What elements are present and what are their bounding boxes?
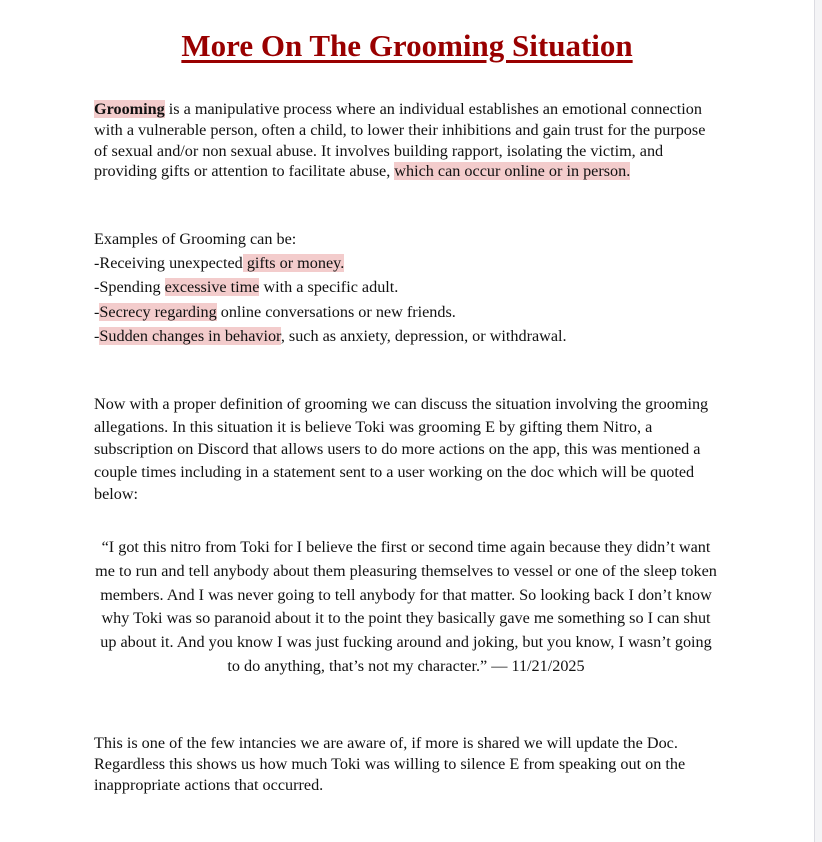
discussion-paragraph: Now with a proper definition of grooming we can discuss the situation involving the grooming allegations. In this situation it is believe Toki was grooming E by gifting them Nitro, a subscription on Discord that allows users to do more actions on the app, this was mentioned a couple times including in a statement sent to a user working on the doc which will be quoted below: [94,395,709,504]
intro-highlight: which can occur online or in person. [394,162,631,181]
list-item-highlight: gifts or money. [242,254,345,273]
list-item-highlight: excessive time [164,278,260,297]
list-item-text: - [94,302,100,321]
list-item [94,300,720,324]
list-item-text: - [94,326,100,345]
grooming-term: Grooming [94,100,165,118]
list-item [94,275,720,299]
list-item [94,251,720,275]
list-item [94,324,720,348]
intro-paragraph [94,99,720,182]
closing-paragraph: This is one of the few intancies we are aware of, if more is shared we will update the Doc. Regardless this shows us how much Toki was willing to silence E from speaking out on the inappropriate actions that occurred. [94,734,686,794]
list-item-highlight: Secrecy regarding [99,302,217,321]
list-item-highlight: Sudden changes in behavior [99,326,281,345]
examples-heading: Examples of Grooming can be: [94,230,297,248]
page-edge-scrollbar[interactable] [814,0,822,842]
list-item-text: online conversations or new friends. [216,302,456,321]
intro-text: is a manipulative process where an individual establishes an emotional connection with a vulnerable person, often a child, to lower their inhibitions and gain trust for the purpose of sexual and/or non sexual abuse. It involves building rapport, isolating the victim, and providing gifts or attention to facilitate abuse, [94,100,706,181]
list-item-text: -Receiving unexpected [94,254,243,273]
examples-list [94,227,720,348]
quoted-statement: “I got this nitro from Toki for I believe the first or second time again because they didn’t want me to run and tell anybody about them pleasuring themselves to vessel or one of the sleep token members. And I was never going to tell anybody for that matter. So looking back I don’t know why Toki was so paranoid about it to the point they basically gave me something so I can shut up about it. And you know I was just fucking around and joking, but you know, I wasn’t going to do anything, that’s not my character.” — 11/21/2025 [95,538,717,675]
list-item-text: -Spending [94,278,165,297]
page-title: More On The Grooming Situation [181,28,633,63]
list-item-text: , such as anxiety, depression, or withdrawal. [280,326,567,345]
list-item-text: with a specific adult. [259,278,399,297]
